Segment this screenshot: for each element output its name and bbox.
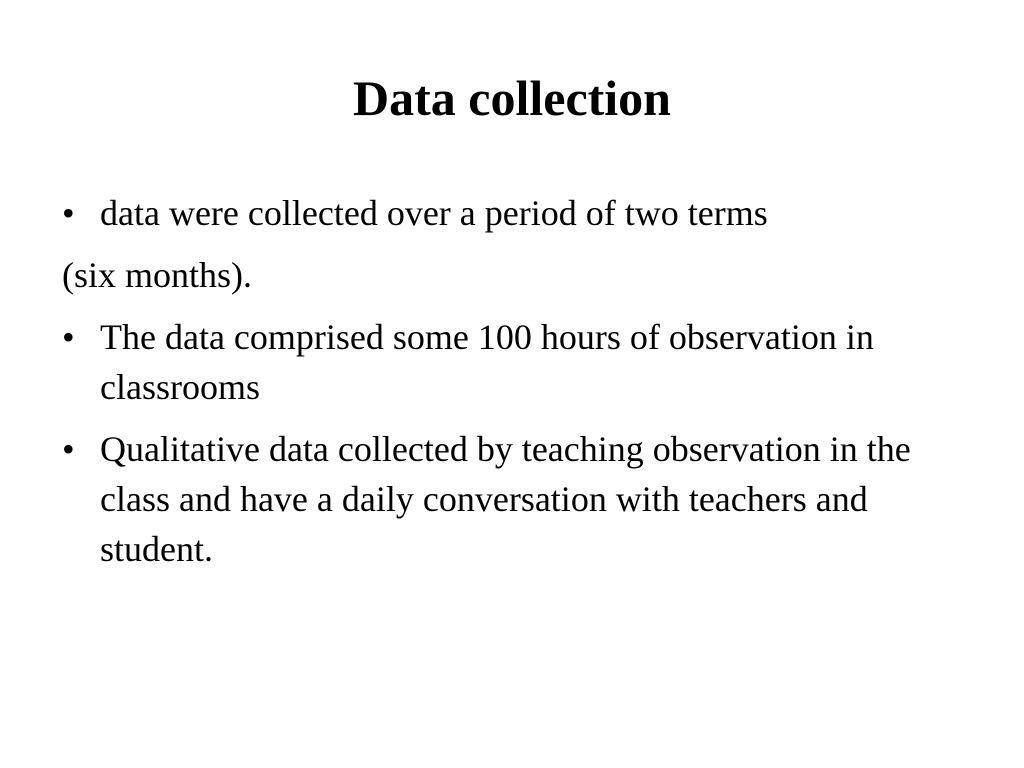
bullet-item-3 [62, 424, 982, 574]
slide-title: Data collection [353, 70, 671, 126]
bullet-icon: • [62, 429, 75, 469]
bullet-item-1 [62, 188, 982, 238]
bullet-text: data were collected over a period of two terms [100, 193, 768, 233]
bullet-text: Qualitative data collected by teaching observation in the class and have a daily conversation with teachers and student. [100, 429, 911, 569]
bullet-text: The data comprised some 100 hours of observation in classrooms [100, 317, 874, 407]
continuation-text: (six months). [62, 255, 253, 295]
bullet-item-2 [62, 312, 982, 412]
bullet-icon: • [62, 193, 75, 233]
slide-body [62, 188, 982, 574]
bullet-icon: • [62, 317, 75, 357]
